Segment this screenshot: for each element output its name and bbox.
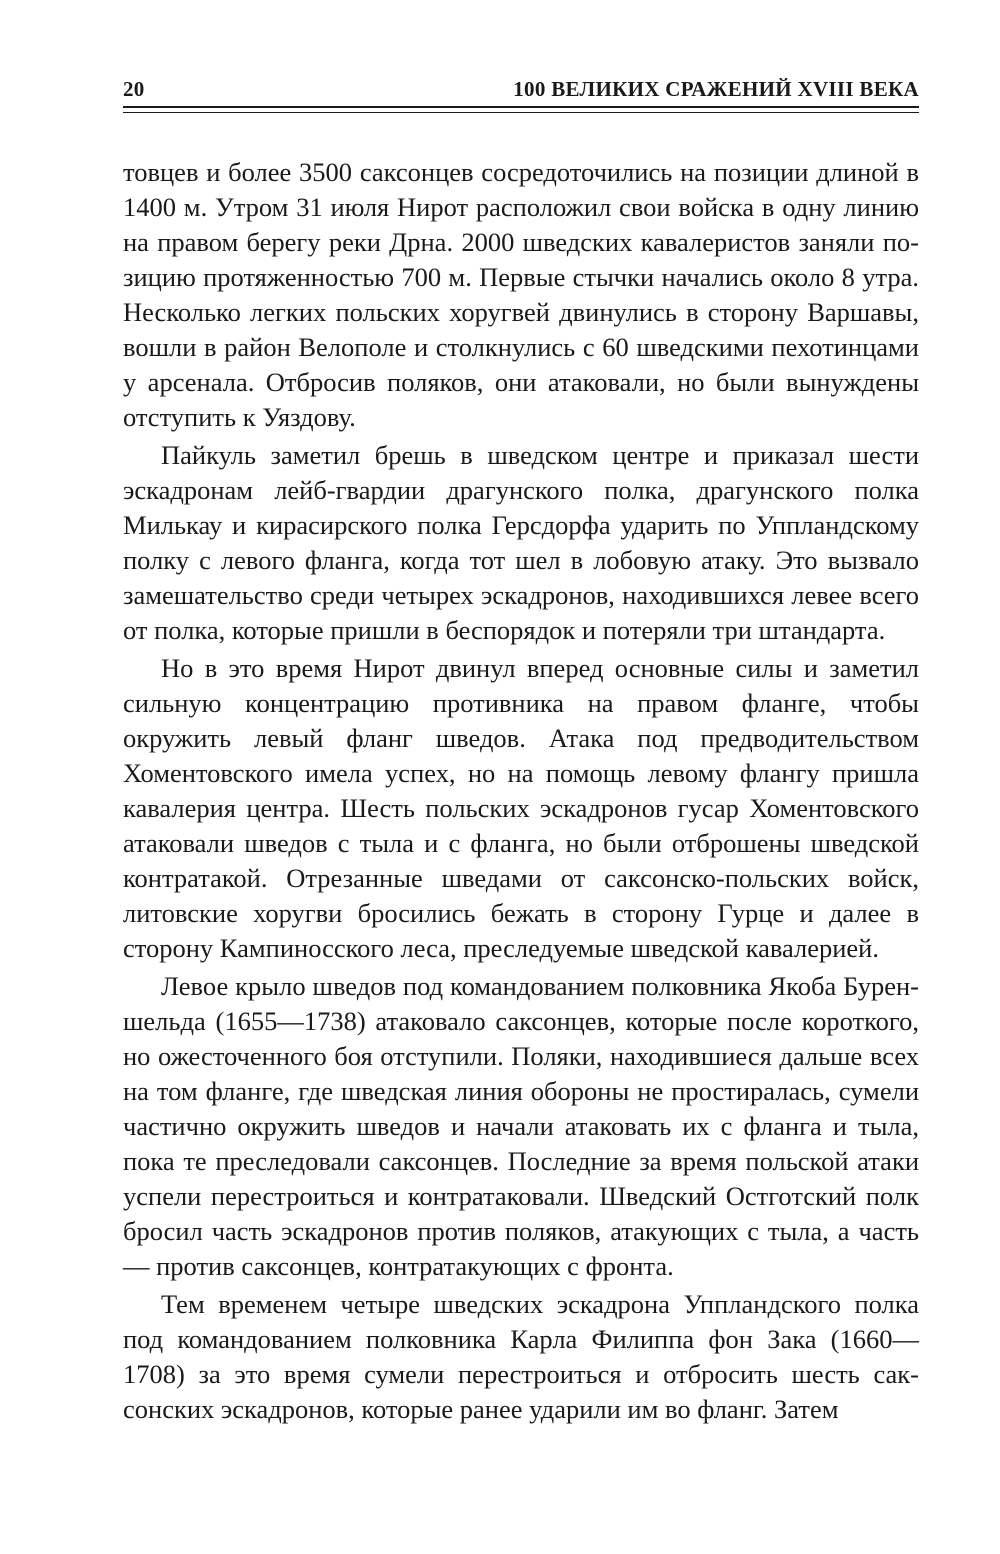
running-head	[123, 72, 919, 106]
paragraph-3: Но в это время Нирот двинул вперед основные силы и заметил сильную концентрацию противника на правом фланге, чтобы окружить левый фланг шведов. Атака под предводительством Хоментовского имела успех, но на помощь левому флангу пришла кавалерия центра. Шесть польских эскадронов гусар Хоментовского атаковали шведов с тыла и с фланга, но были отброшены шведской контратакой. Отрезанные шведами от саксонско-польских войск, литовские хоругви бросились бежать в сторону Гурце и далее в сторону Кампиносского леса, преследуемые шведской кавалерией.	[123, 653, 919, 963]
paragraph-4: Левое крыло шведов под командованием полковника Якоба Буреншельда (1655—1738) атаковало саксонцев, которые после короткого, но ожесточенного боя отступили. Поляки, находившиеся дальше всех на том фланге, где шведская линия обороны не простиралась, сумели частично окружить шведов и начали атаковать их с фланга и тыла, пока те преследовали саксонцев. Последние за время польской атаки успели перестроиться и контратаковали. Шведский Остготский полк бросил часть эскадронов против поляков, атакующих с тыла, а часть — против саксонцев, контратакующих с фронта.	[123, 971, 919, 1281]
paragraph-5: Тем временем четыре шведских эскадрона Уппландского полка под командованием полковника Карла Филиппа фон Зака (1660—1708) за это время сумели перестроиться и отбросить шесть саксонских эскадронов, которые ранее ударили им во фланг. Затем	[123, 1289, 919, 1424]
header-rule-thick	[123, 106, 919, 108]
page-number: 20	[123, 77, 145, 101]
book-title: 100 ВЕЛИКИХ СРАЖЕНИЙ XVIII ВЕКА	[513, 77, 919, 101]
paragraph-1: товцев и более 3500 саксонцев сосредоточились на позиции длиной в 1400 м. Утром 31 июля Нирот расположил свои войска в одну линию на правом берегу реки Дрна. 2000 шведских кавалеристов заняли позицию протяженностью 700 м. Первые стычки начались около 8 утра. Несколько легких польских хоругвей двинулись в сторону Варшавы, вошли в район Велополе и столкнулись с 60 шведскими пехотинцами у арсенала. Отбросив поляков, они атаковали, но были вынуждены отступить к Уяздову.	[123, 157, 919, 432]
paragraph-2: Пайкуль заметил брешь в шведском центре и приказал шести эскадронам лейб-гвардии драгунского полка, драгунского полка Милькау и кирасирского полка Герсдорфа ударить по Уппландскому полку с левого фланга, когда тот шел в лобовую атаку. Это вызвало замешательство среди четырех эскадронов, находившихся левее всего от полка, которые пришли в беспорядок и потеряли три штандарта.	[123, 440, 919, 645]
header-rule-thin	[123, 112, 919, 113]
book-page	[123, 72, 919, 1427]
body-text	[123, 155, 919, 1427]
